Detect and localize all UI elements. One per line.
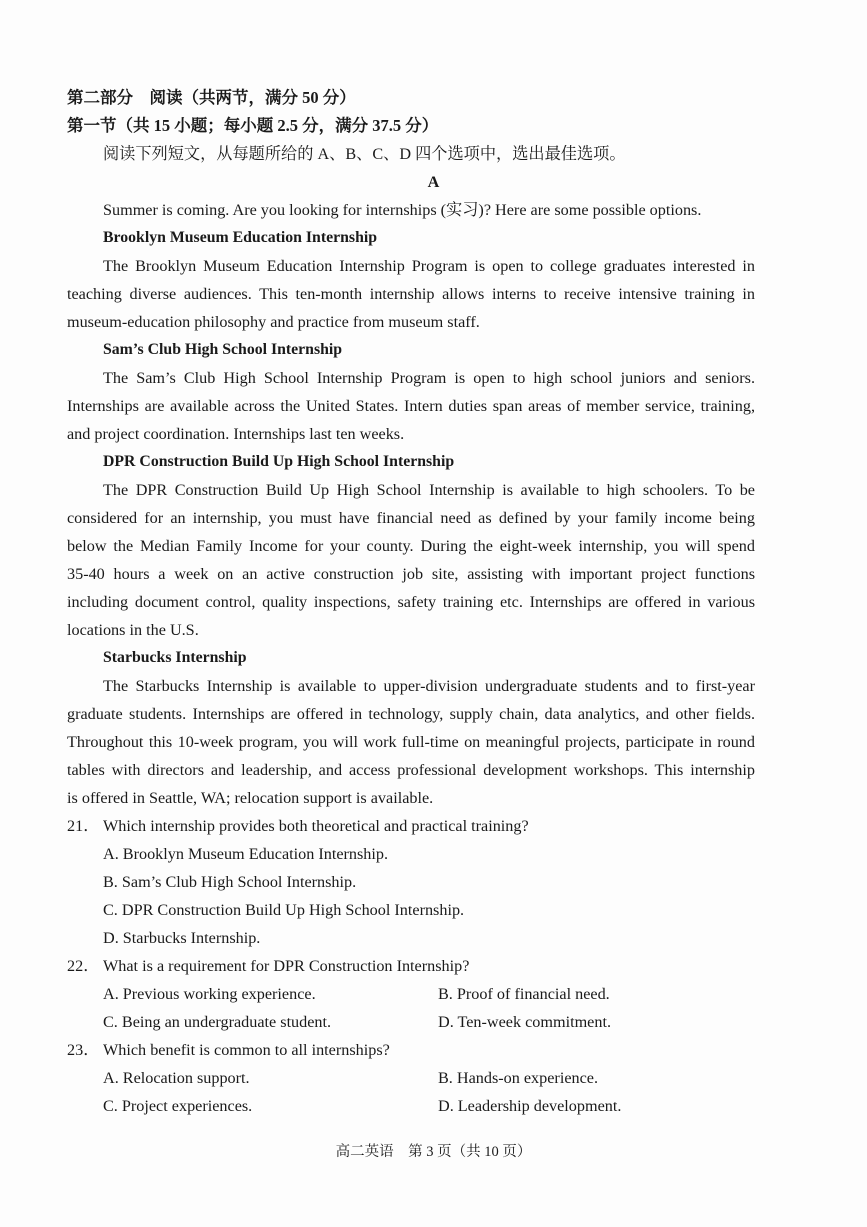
answer-option: C. DPR Construction Build Up High School Internship. <box>103 901 465 919</box>
paragraph-line: The Sam’s Club High School Internship Program is open to high school juniors and seniors. <box>103 369 755 387</box>
answer-option: C. Project experiences. <box>103 1097 253 1115</box>
paragraph-line: and project coordination. Internships last ten weeks. <box>67 425 405 443</box>
paragraph-line: below the Median Family Income for your county. During the eight-week internship, you will spend <box>67 537 755 555</box>
paragraph-line: teaching diverse audiences. This ten-month internship allows interns to receive intensive training in <box>67 285 755 303</box>
paragraph-line: Throughout this 10-week program, you will work full-time on meaningful projects, participate in round <box>67 733 755 751</box>
section-title-sams-club: Sam’s Club High School Internship <box>103 341 343 358</box>
answer-option: A. Relocation support. <box>103 1069 250 1087</box>
paragraph-line: The Brooklyn Museum Education Internship Program is open to college graduates interested in <box>103 257 755 275</box>
paragraph-line: 35-40 hours a week on an active construction job site, assisting with important project functions <box>67 565 755 583</box>
answer-option: B. Sam’s Club High School Internship. <box>103 873 357 891</box>
answer-option: D. Leadership development. <box>438 1097 622 1115</box>
part-title: 第二部分 阅读（共两节，满分 50 分） <box>67 88 356 107</box>
page-footer: 高二英语 第 3 页（共 10 页） <box>335 1144 532 1160</box>
question-number: 22． <box>67 957 100 975</box>
paragraph-line: graduate students. Internships are offered in technology, supply chain, data analytics, and other fields. <box>67 705 755 723</box>
section-title: 第一节（共 15 小题；每小题 2.5 分，满分 37.5 分） <box>67 116 439 135</box>
paragraph-line: The DPR Construction Build Up High School Internship is available to high schoolers. To be <box>103 481 755 499</box>
question-text: What is a requirement for DPR Construction Internship? <box>103 957 470 975</box>
paragraph-line: Internships are available across the United States. Intern duties span areas of member service, training, <box>67 397 755 415</box>
section-title-dpr: DPR Construction Build Up High School Internship <box>103 453 455 470</box>
paragraph-line: is offered in Seattle, WA; relocation support is available. <box>67 789 434 807</box>
answer-option: A. Previous working experience. <box>103 985 316 1003</box>
paragraph-line: locations in the U.S. <box>67 621 199 639</box>
answer-option: D. Starbucks Internship. <box>103 929 261 947</box>
instruction: 阅读下列短文，从每题所给的 A、B、C、D 四个选项中，选出最佳选项。 <box>103 145 626 163</box>
paragraph-line: The Starbucks Internship is available to upper-division undergraduate students and to first-year <box>103 677 755 695</box>
paragraph-line: considered for an internship, you must have financial need as defined by your family income being <box>67 509 755 527</box>
answer-option: A. Brooklyn Museum Education Internship. <box>103 845 389 863</box>
answer-option: C. Being an undergraduate student. <box>103 1013 332 1031</box>
section-title-brooklyn: Brooklyn Museum Education Internship <box>103 229 378 246</box>
paragraph-line: museum-education philosophy and practice from museum staff. <box>67 313 480 331</box>
paragraph-line: including document control, quality inspections, safety training etc. Internships are offered in various <box>67 593 755 611</box>
question-text: Which benefit is common to all internships? <box>103 1041 390 1059</box>
passage-intro: Summer is coming. Are you looking for internships (实习)? Here are some possible options. <box>103 201 702 219</box>
section-title-starbucks: Starbucks Internship <box>103 649 247 666</box>
answer-option: B. Hands-on experience. <box>438 1069 599 1087</box>
question-text: Which internship provides both theoretical and practical training? <box>103 817 529 835</box>
paragraph-line: tables with directors and leadership, and access professional development workshops. This internship <box>67 761 755 779</box>
passage-label: A <box>427 173 440 191</box>
question-number: 21． <box>67 817 100 835</box>
question-number: 23． <box>67 1041 100 1059</box>
answer-option: D. Ten-week commitment. <box>438 1013 611 1031</box>
answer-option: B. Proof of financial need. <box>438 985 610 1003</box>
